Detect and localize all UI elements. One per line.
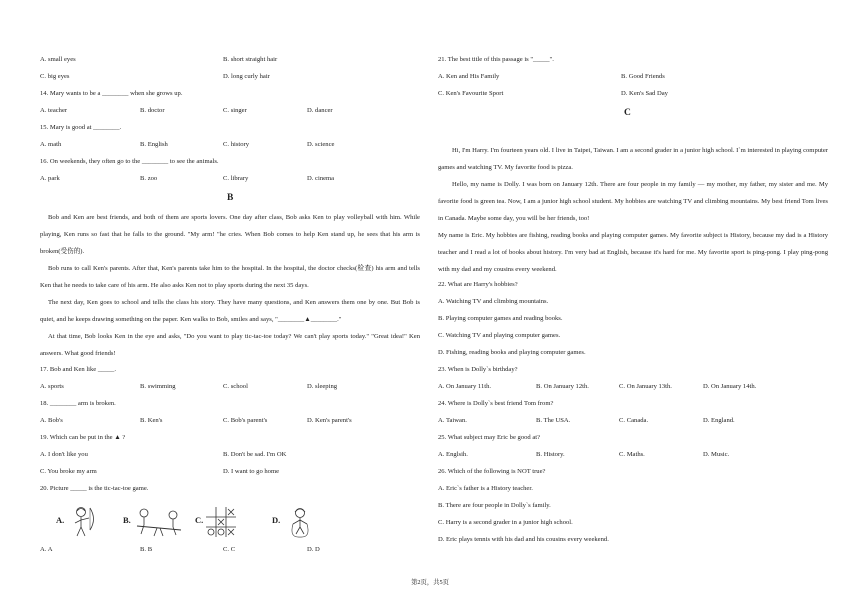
- option-b: B. Ken's: [140, 417, 163, 424]
- passage-b-para-2: Bob runs to call Ken's parents. After that, Ken's parents take him to the hospital. In the hospital, the doctor checks(检查) his arm and tells Ken that he needs to take care of his arm. He also asks Ken not to play sports during the next 35 days.: [40, 265, 420, 289]
- question-20: 20. Picture _____ is the tic-tac-toe game.: [40, 485, 149, 492]
- option-b: B. zoo: [140, 175, 158, 182]
- option-d: D. science: [307, 141, 335, 148]
- option-d: D. Music.: [703, 451, 730, 458]
- q13-options-2: [40, 73, 420, 83]
- q26-option-a: A. Eric`s father is a History teacher.: [438, 485, 533, 492]
- option-c: C. On January 13th.: [619, 383, 672, 390]
- question-17: 17. Bob and Ken like _____.: [40, 366, 117, 373]
- question-15: 15. Mary is good at ________.: [40, 124, 122, 131]
- passage-c-para-2: Hello, my name is Dolly. I was born on January 12th. There are four people in my family — my mother, my father, my sister and me. My favorite food is green tea. Now, I am a junior high school student. My hobbies are watching TV and climbing mountains. My best friend Tom lives in Canada. Maybe some day, you will be her friends, too!: [438, 181, 828, 222]
- question-26: 26. Which of the following is NOT true?: [438, 468, 546, 475]
- option-b: B. On January 12th.: [536, 383, 589, 390]
- option-c: C. Bob's parent's: [223, 417, 268, 424]
- option-d: D. cinema: [307, 175, 335, 182]
- q26-option-b: B. There are four people in Dolly`s family.: [438, 502, 551, 509]
- q19-options-2: [40, 468, 420, 478]
- question-21: 21. The best title of this passage is "_____".: [438, 56, 554, 63]
- jump-rope-girl-icon: [285, 506, 315, 538]
- q16-options: [40, 175, 420, 185]
- picture-d: [272, 506, 332, 538]
- passage-b-para-4: At that time, Bob looks Ken in the eye and asks, "Do you want to play tic-tac-toe today? We can't play sports today." "Great idea!" Ken answers. What good friends!: [40, 333, 420, 357]
- option-b: B. swimming: [140, 383, 176, 390]
- question-16: 16. On weekends, they often go to the ________ to see the animals.: [40, 158, 219, 165]
- option-a: A. Bob's: [40, 417, 63, 424]
- archer-girl-icon: [69, 506, 99, 538]
- option-a: A. teacher: [40, 107, 68, 114]
- option-d: D. D: [307, 546, 320, 553]
- q22-option-b: B. Playing computer games and reading books.: [438, 315, 563, 322]
- option-c: C. Canada.: [619, 417, 649, 424]
- option-c: C. You broke my arm: [40, 468, 97, 475]
- option-a: A. On January 11th.: [438, 383, 492, 390]
- option-d: D. I want to go home: [223, 468, 280, 475]
- option-d: D. dancer: [307, 107, 333, 114]
- question-18: 18. ________ arm is broken.: [40, 400, 116, 407]
- q26-option-c: C. Harry is a second grader in a junior high school.: [438, 519, 573, 526]
- option-d: D. Ken's Sad Day: [621, 90, 668, 97]
- option-b: B. short straight hair: [223, 56, 278, 63]
- page-footer: 第2页，共5页: [411, 579, 449, 586]
- option-c: C. big eyes: [40, 73, 70, 80]
- q19-options: [40, 451, 420, 461]
- option-a: A. A: [40, 546, 53, 553]
- option-a: A. Taiwan.: [438, 417, 467, 424]
- q18-options: [40, 417, 420, 427]
- option-d: D. long curly hair: [223, 73, 270, 80]
- option-c: C. library: [223, 175, 249, 182]
- option-b: B. Good Friends: [621, 73, 665, 80]
- option-c: C. school: [223, 383, 248, 390]
- option-a: A. Englsih.: [438, 451, 468, 458]
- passage-c-para-1: Hi, I'm Harry. I'm fourteen years old. I live in Taipei, Taiwan. I am a second grader in a junior high school. I`m interested in playing computer games and watching TV. My favorite food is pizza.: [438, 147, 828, 171]
- option-c: C. C: [223, 546, 236, 553]
- question-22: 22. What are Harry's hobbies?: [438, 281, 518, 288]
- option-c: C. Maths.: [619, 451, 645, 458]
- option-a: A. sports: [40, 383, 64, 390]
- option-a: A. Ken and His Family: [438, 73, 500, 80]
- q20-options: [40, 546, 420, 556]
- option-c: C. singer: [223, 107, 247, 114]
- question-25: 25. What subject may Eric be good at?: [438, 434, 541, 441]
- q23-options: [438, 383, 828, 393]
- q21-options-2: [438, 90, 828, 100]
- q24-options: [438, 417, 828, 427]
- question-19: 19. Which can be put in the ▲ ?: [40, 434, 126, 441]
- passage-c-para-3: My name is Eric. My hobbies are fishing, reading books and playing computer games. My favorite subject is History, because my dad is a History teacher and I read a lot of books about history. I'm very bad at English, because it's hard for me. My favorite sport is ping-pong. I play ping-pong with my dad and my cousins every weekend.: [438, 232, 828, 273]
- question-24: 24. Where is Dolly`s best friend Tom from?: [438, 400, 554, 407]
- q22-option-c: C. Watching TV and playing computer games.: [438, 332, 561, 339]
- option-a: A. park: [40, 175, 60, 182]
- option-c: C. history: [223, 141, 250, 148]
- q21-options: [438, 73, 828, 83]
- question-23: 23. When is Dolly`s birthday?: [438, 366, 518, 373]
- q13-options: [40, 56, 420, 66]
- option-a: A. math: [40, 141, 62, 148]
- q25-options: [438, 451, 828, 461]
- tic-tac-toe-icon: [206, 506, 236, 538]
- passage-b-para-1: Bob and Ken are best friends, and both of them are sports lovers. One day after class, Bob asks Ken to play volleyball with him. While playing, Ken runs so fast that he falls to the ground. "My arm! "he cries. When Bob comes to help Ken stand up, he sees that his arm is broken(受伤的).: [40, 214, 420, 255]
- q14-options: [40, 107, 420, 117]
- option-d: D. On January 14th.: [703, 383, 757, 390]
- q15-options: [40, 141, 420, 151]
- option-b: B. The USA.: [536, 417, 571, 424]
- option-b: B. doctor: [140, 107, 165, 114]
- section-c-title: C: [624, 108, 631, 118]
- option-b: B. B: [140, 546, 153, 553]
- q22-option-d: D. Fishing, reading books and playing computer games.: [438, 349, 586, 356]
- picture-a: [56, 506, 116, 538]
- picture-c: [195, 506, 265, 538]
- option-b: B. English: [140, 141, 168, 148]
- seesaw-kids-icon: [135, 506, 183, 538]
- option-b: B. History.: [536, 451, 565, 458]
- option-b: B. Don't be sad. I'm OK: [223, 451, 287, 458]
- picture-a-label: A.: [56, 515, 65, 525]
- picture-c-label: C.: [195, 515, 204, 525]
- section-b-title: B: [227, 193, 234, 203]
- passage-b-para-3: The next day, Ken goes to school and tells the class his story. They have many questions, and Ken answers them one by one. But Bob is quiet, and he keeps drawing something on the paper. Ken walks to Bob, smiles and says, "________▲________.": [40, 299, 420, 323]
- question-14: 14. Mary wants to be a ________ when she grows up.: [40, 90, 183, 97]
- q26-option-d: D. Eric plays tennis with his dad and his cousins every weekend.: [438, 536, 609, 543]
- option-d: D. Ken's parent's: [307, 417, 352, 424]
- q17-options: [40, 383, 420, 393]
- picture-d-label: D.: [272, 515, 281, 525]
- option-a: A. small eyes: [40, 56, 76, 63]
- picture-b: [123, 506, 193, 538]
- q22-option-a: A. Watching TV and climbing mountains.: [438, 298, 549, 305]
- option-c: C. Ken's Favourite Sport: [438, 90, 504, 97]
- option-a: A. I don't like you: [40, 451, 88, 458]
- picture-b-label: B.: [123, 515, 131, 525]
- option-d: D. England.: [703, 417, 735, 424]
- option-d: D. sleeping: [307, 383, 338, 390]
